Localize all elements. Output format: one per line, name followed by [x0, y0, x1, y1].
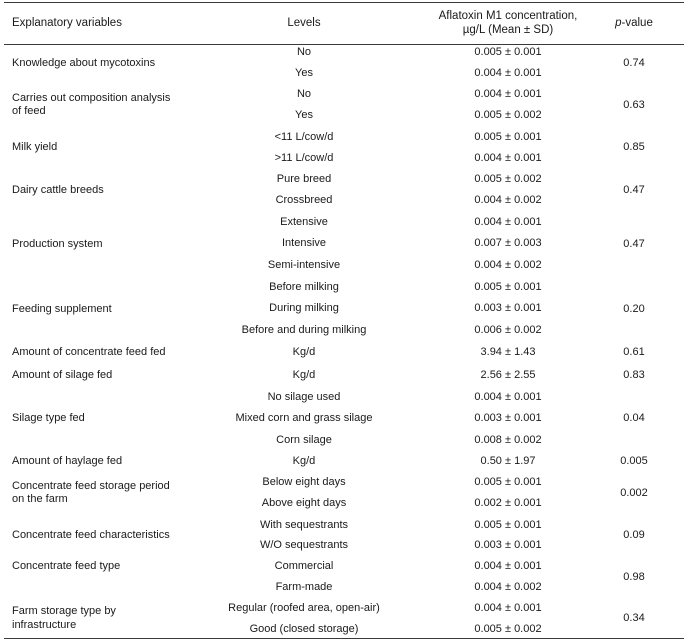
value-cell: 0.004 ± 0.001 — [474, 216, 542, 228]
variable-name: Amount of concentrate feed fed — [12, 346, 166, 358]
p-value-cell: 0.20 — [623, 303, 645, 315]
level-cell: Below eight days — [262, 476, 346, 488]
value-cell: 0.004 ± 0.002 — [474, 581, 542, 593]
level-cell: Good (closed storage) — [249, 623, 359, 635]
p-value-cell: 0.04 — [623, 412, 645, 424]
p-value-cell: 0.85 — [623, 141, 645, 153]
variable-name: Concentrate feed characteristics — [12, 529, 170, 541]
value-cell: 0.005 ± 0.001 — [474, 46, 542, 58]
level-cell: Kg/d — [292, 369, 316, 381]
level-cell: Corn silage — [276, 434, 332, 446]
value-cell: 0.004 ± 0.002 — [474, 259, 542, 271]
level-cell: No silage used — [267, 391, 341, 403]
p-value-cell: 0.34 — [623, 612, 645, 624]
header-value-line2: µg/L (Mean ± SD) — [462, 24, 554, 36]
value-cell: 0.003 ± 0.001 — [474, 302, 542, 314]
level-cell: W/O sequestrants — [259, 539, 349, 551]
variable-name: Farm storage type by — [12, 605, 116, 617]
level-cell: Yes — [295, 109, 313, 121]
level-cell: Regular (roofed area, open-air) — [228, 602, 380, 614]
value-cell: 0.005 ± 0.002 — [474, 109, 542, 121]
value-cell: 0.005 ± 0.001 — [474, 281, 542, 293]
p-value-cell: 0.74 — [623, 57, 645, 69]
value-cell: 0.004 ± 0.001 — [474, 602, 542, 614]
level-cell: Before milking — [269, 281, 339, 293]
value-cell: 0.007 ± 0.003 — [474, 237, 542, 249]
variable-name: Concentrate feed storage period — [12, 480, 170, 492]
variable-name-cont: infrastructure — [12, 619, 77, 631]
value-cell: 3.94 ± 1.43 — [480, 346, 536, 358]
p-value-cell: 0.47 — [623, 238, 645, 250]
level-cell: Intensive — [281, 237, 327, 249]
level-cell: Mixed corn and grass silage — [235, 412, 373, 424]
level-cell: Above eight days — [261, 497, 347, 509]
level-cell: During milking — [269, 302, 339, 314]
value-cell: 0.008 ± 0.002 — [474, 434, 542, 446]
level-cell: Commercial — [274, 560, 334, 572]
variable-name: Carries out composition analysis — [12, 92, 171, 104]
value-cell: 0.005 ± 0.002 — [474, 173, 542, 185]
value-cell: 0.005 ± 0.001 — [474, 519, 542, 531]
value-cell: 0.005 ± 0.001 — [474, 476, 542, 488]
table-bottom-rule — [4, 638, 684, 639]
p-value-cell: 0.47 — [623, 184, 645, 196]
value-cell: 0.004 ± 0.001 — [474, 391, 542, 403]
level-cell: Extensive — [280, 216, 328, 228]
value-cell: 0.50 ± 1.97 — [480, 455, 536, 467]
level-cell: Pure breed — [276, 173, 332, 185]
value-cell: 0.005 ± 0.001 — [474, 131, 542, 143]
level-cell: Kg/d — [292, 455, 316, 467]
level-cell: Semi-intensive — [267, 259, 341, 271]
variable-name: Knowledge about mycotoxins — [12, 57, 156, 69]
value-cell: 0.004 ± 0.001 — [474, 560, 542, 572]
level-cell: >11 L/cow/d — [274, 152, 334, 164]
header-variables: Explanatory variables — [12, 17, 122, 29]
header-p-rest: -value — [621, 17, 653, 29]
p-value-cell: 0.09 — [623, 529, 645, 541]
level-cell: Yes — [295, 67, 313, 79]
p-value-cell: 0.63 — [623, 99, 645, 111]
p-value-cell: 0.002 — [620, 487, 648, 499]
value-cell: 0.005 ± 0.002 — [474, 623, 542, 635]
variable-name: Silage type fed — [12, 412, 85, 424]
level-cell: No — [296, 88, 312, 100]
header-value-line1: Aflatoxin M1 concentration, — [438, 10, 578, 22]
value-cell: 0.004 ± 0.001 — [474, 67, 542, 79]
header-levels: Levels — [287, 17, 321, 29]
level-cell: Kg/d — [292, 346, 316, 358]
level-cell: With sequestrants — [259, 519, 349, 531]
value-cell: 0.004 ± 0.002 — [474, 194, 542, 206]
p-value-cell: 0.005 — [620, 455, 648, 467]
variable-name: Milk yield — [12, 141, 58, 153]
p-value-cell: 0.61 — [623, 346, 645, 358]
value-cell: 0.002 ± 0.001 — [474, 497, 542, 509]
variable-name-cont: on the farm — [12, 493, 68, 505]
p-value-cell: 0.98 — [623, 571, 645, 583]
value-cell: 0.003 ± 0.001 — [474, 412, 542, 424]
variable-name: Amount of silage fed — [12, 369, 113, 381]
variable-name: Dairy cattle breeds — [12, 184, 104, 196]
level-cell: Before and during milking — [241, 324, 367, 336]
value-cell: 0.006 ± 0.002 — [474, 324, 542, 336]
value-cell: 0.003 ± 0.001 — [474, 539, 542, 551]
variable-name-cont: of feed — [12, 105, 46, 117]
p-value-cell: 0.83 — [623, 369, 645, 381]
variable-name: Feeding supplement — [12, 303, 112, 315]
variable-name: Concentrate feed type — [12, 560, 121, 572]
header-p-italic: p — [615, 17, 622, 29]
level-cell: <11 L/cow/d — [274, 131, 334, 143]
level-cell: Farm-made — [275, 581, 333, 593]
header-p-value — [594, 16, 674, 30]
value-cell: 0.004 ± 0.001 — [474, 88, 542, 100]
level-cell: No — [296, 46, 312, 58]
table-top-rule — [4, 2, 684, 3]
variable-name: Production system — [12, 238, 103, 250]
variable-name: Amount of haylage fed — [12, 455, 123, 467]
level-cell: Crossbreed — [275, 194, 333, 206]
value-cell: 2.56 ± 2.55 — [480, 369, 536, 381]
value-cell: 0.004 ± 0.001 — [474, 152, 542, 164]
